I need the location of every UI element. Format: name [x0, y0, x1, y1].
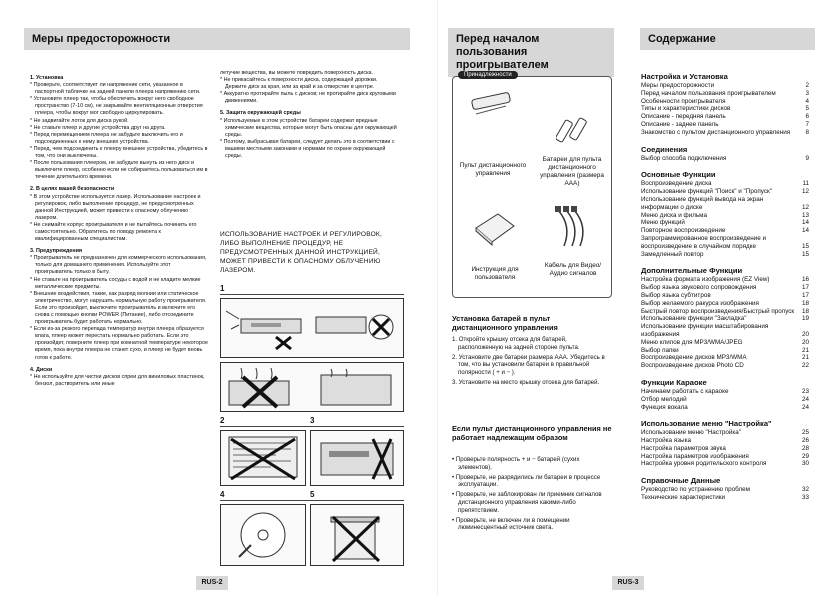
figure-3-illustration [310, 430, 404, 486]
figure-2-3-illustration [220, 362, 404, 412]
middle-page-title: Перед началом пользования проигрывателем [448, 28, 614, 77]
remote-icon [466, 92, 516, 132]
figure-1-illustration [220, 298, 404, 358]
toc-entry-page: 8 [805, 128, 809, 136]
accessories-label: Принадлежности [458, 71, 518, 79]
toc-entry-page: 14 [801, 219, 809, 227]
batteries-caption: Батареи для пульта дистанционного управления (размера AAA) [540, 156, 604, 187]
table-of-contents [641, 64, 809, 502]
toc-entry-title: Перед началом пользования проигрывателем [641, 89, 776, 97]
battery-step: 3. Установите на место крышку отсека для батарей. [452, 378, 600, 386]
toc-entry-title: Начинаем работать с караоке [641, 387, 729, 395]
toc-entry[interactable] [641, 180, 809, 188]
toc-entry[interactable] [641, 235, 809, 251]
av-cable-caption: Кабель для Видео/Аудио сигналов [544, 262, 602, 277]
trouble-item: • Проверьте, не разрядились ли батареи в процессе эксплуатации. [452, 473, 601, 489]
toc-entry[interactable] [641, 188, 809, 196]
toc-entry-page: 26 [801, 437, 809, 445]
paragraph: * Перед, чем подсоединить к плееру внешние устройства, убедитесь в том, что они выключены. [30, 145, 208, 160]
paragraph: * Используемые в этом устройстве батареи содержат вредные химические вещества, которые могут быть опасны для окружающей среды. [220, 117, 397, 138]
toc-entry-title: Выбор языка субтитров [641, 291, 711, 299]
paragraph: * Внешние воздействия, такие, как разряд молнии или статическое электричество, могут нарушить нормальную работу проигрывателя. Если это произойдет, выключите проигрыватель и включите его снова с помощью кнопки POWER (Питание), либо отсоедините проигрыватель будет работать нормально. [30, 290, 207, 326]
toc-entry-page: 21 [801, 346, 809, 354]
toc-entry-title: Типы и характеристики дисков [641, 105, 731, 113]
toc-entry[interactable] [641, 251, 809, 259]
toc-entry[interactable] [641, 308, 809, 316]
toc-section-title: Соединения [641, 144, 688, 154]
toc-entry[interactable] [641, 98, 809, 106]
battery-install-heading: Установка батарей в пульт дистанционного управления [452, 314, 558, 332]
section-heading: 2. В целях вашей безопасности [30, 186, 115, 193]
toc-entry-title: Знакомство с пультом дистанционного управления [641, 128, 791, 136]
figure-label-2: 2 [220, 416, 225, 425]
paragraph: * Проигрыватель не предназначен для коммерческого использования, только для домашнего применения. Используйте этот проигрыватель только в быту. [30, 255, 207, 276]
contents-title: Содержание [640, 28, 815, 50]
toc-entry-page: 4 [805, 97, 809, 105]
toc-entry-page: 18 [801, 307, 809, 315]
toc-entry[interactable] [641, 121, 809, 129]
toc-entry-title: Использование меню "Настройка" [641, 429, 741, 437]
toc-entry-page: 28 [801, 444, 809, 452]
laser-warning: ИСПОЛЬЗОВАНИЕ НАСТРОЕК И РЕГУЛИРОВОК, ЛИБО ВЫПОЛНЕНИЕ ПРОЦЕДУР, НЕ ПРЕДУСМОТРЕННЫХ ДАННОЙ ИНСТРУКЦИЕЙ, МОЖЕТ ПРИВЕСТИ К ОПАСНОМУ ОБЛУЧЕНИЮ ЛАЗЕРОМ. [220, 231, 382, 274]
section-heading: 1. Установка [30, 75, 64, 81]
toc-section-title: Дополнительные Функции [641, 266, 743, 276]
toc-entry-title: Выбор способа подключения [641, 154, 727, 162]
toc-entry-page: 24 [801, 395, 809, 403]
toc-entry-title: Выбор папки [641, 346, 679, 354]
toc-entry-title: Руководство по устранению проблем [641, 486, 751, 494]
precautions-column-1 [30, 70, 208, 388]
paragraph: * Не задвигайте лоток для диска рукой. [30, 117, 129, 124]
toc-entry[interactable] [641, 300, 809, 308]
toc-entry-page: 29 [801, 452, 809, 460]
toc-entry-page: 21 [801, 354, 809, 362]
remote-caption: Пульт дистанционного управления [459, 162, 527, 177]
toc-entry-page: 24 [801, 403, 809, 411]
toc-entry[interactable] [641, 90, 809, 98]
toc-entry-page: 20 [801, 338, 809, 346]
trouble-item: • Проверьте полярность + и − батарей (сухих элементов). [452, 456, 580, 471]
manual-caption: Инструкция для пользователя [471, 266, 519, 281]
left-page-number: RUS-2 [196, 576, 228, 590]
toc-entry[interactable] [641, 155, 809, 163]
trouble-item: • Проверьте, не заблокирован ли приемник сигналов дистанционного управления какими-либо препятствием. [452, 491, 602, 514]
toc-entry-page: 12 [801, 203, 809, 211]
toc-entry-page: 6 [805, 113, 809, 121]
toc-entry[interactable] [641, 227, 809, 235]
toc-entry[interactable] [641, 113, 809, 121]
battery-icon [556, 114, 592, 144]
toc-entry-title: Использование функции "Закладка" [641, 315, 747, 323]
figure-label-3: 3 [310, 416, 315, 425]
manual-icon [472, 210, 516, 246]
toc-entry[interactable] [641, 339, 809, 347]
toc-entry-page: 2 [805, 82, 809, 89]
toc-entry-title: Настройка формата изображения (EZ View) [641, 276, 770, 284]
section-heading: 4. Диски [30, 366, 53, 373]
toc-entry[interactable] [641, 494, 809, 502]
toc-entry[interactable] [641, 460, 809, 468]
middle-page-number: RUS-3 [612, 576, 644, 590]
toc-section-title: Настройка и Установка [641, 72, 728, 81]
toc-section-title: Использование меню "Настройка" [641, 419, 772, 429]
precautions-column-2 [220, 70, 400, 160]
toc-entry-title: Технические характеристики [641, 494, 726, 502]
toc-entry[interactable] [641, 404, 809, 412]
toc-entry[interactable] [641, 315, 809, 323]
toc-entry-page: 3 [805, 89, 809, 97]
battery-step: 2. Установите две батареи размера AAA. Убедитесь в том, что вы установили батареи в правильной полярности ( + и − ). [452, 353, 605, 377]
toc-entry-page: 20 [801, 330, 809, 338]
section-heading: 5. Защита окружающей среды [220, 110, 301, 117]
figure-label-4: 4 [220, 490, 225, 499]
toc-section-title: Справочные Данные [641, 476, 721, 486]
toc-entry-title: Меню клипов для MP3/WMA/JPEG [641, 338, 743, 346]
remote-trouble-heading: Если пульт дистанционного управления не работает надлежащим образом [452, 424, 612, 442]
paragraph: * Не снимайте корпус проигрывателя и не пытайтесь починить его самостоятельно. Обратитесь по поводу ремонта к квалифицированным специалистам. [30, 221, 197, 243]
figure-5-illustration [310, 504, 404, 566]
toc-entry-title: Описание - заднее панель [641, 120, 719, 128]
toc-entry[interactable] [641, 292, 809, 300]
toc-entry[interactable] [641, 82, 809, 90]
toc-entry-title: Отбор мелодий [641, 395, 687, 403]
toc-entry-page: 11 [802, 180, 809, 188]
toc-entry-title: Воспроизведение дисков MP3/WMA [641, 354, 747, 362]
toc-entry-title: Меры предосторожности [641, 82, 715, 89]
toc-entry-page: 16 [801, 276, 809, 284]
paragraph: * Не прикасайтесь к поверхности диска, содержащей дорожки. Держите диск за края, или за край и за отверстие в центре. [220, 77, 378, 91]
toc-entry-title: Быстрый повтор воспроизведения/Быстрый пропуск [641, 307, 795, 315]
toc-entry[interactable] [641, 486, 809, 494]
toc-entry-title: Запрограммированное воспроизведение и воспроизведение в случайном порядке [641, 234, 767, 250]
paragraph: * Проверьте, соответствует ли напряжение сети, указанное в паспортной табличке на задней панели плеера напряжению сети. [30, 82, 201, 96]
toc-entry-page: 17 [801, 284, 809, 292]
paragraph: летучие вещества, вы можете повредить поверхность диска. [220, 70, 374, 76]
paragraph: * Не ставьте плеер и другие устройства друг на друга. [30, 124, 166, 131]
toc-entry-page: 30 [801, 460, 809, 468]
toc-entry-page: 22 [801, 362, 809, 370]
section-heading: 3. Предупреждения [30, 248, 83, 255]
toc-entry-page: 19 [801, 315, 809, 323]
toc-entry[interactable] [641, 347, 809, 355]
toc-entry-page: 32 [801, 486, 809, 494]
toc-entry-title: Выбор желаемого ракурса изображения [641, 299, 759, 307]
toc-entry-page: 15 [801, 250, 809, 258]
toc-entry[interactable] [641, 129, 809, 137]
toc-entry-title: Настройка параметров звука [641, 444, 726, 452]
toc-entry[interactable] [641, 396, 809, 404]
toc-entry[interactable] [641, 284, 809, 292]
toc-entry-title: Функция вокала [641, 403, 688, 411]
paragraph: * Не ставьте на проигрыватель сосуды с водой и не кладите мелкие металлические предметы. [30, 276, 201, 290]
toc-entry-page: 33 [801, 494, 809, 502]
battery-step: 1. Откройте крышку отсека для батарей, расположенную на задней стороне пульта. [452, 336, 580, 351]
toc-entry-title: Особенности проигрывателя [641, 97, 726, 105]
toc-entry[interactable] [641, 105, 809, 113]
toc-entry-page: 14 [801, 227, 809, 235]
toc-entry[interactable] [641, 388, 809, 396]
toc-entry-page: 23 [801, 387, 809, 395]
toc-entry-title: Выбор языка звукового сопровождения [641, 284, 757, 292]
paragraph: * Установите плеер так, чтобы обеспечить вокруг него свободное пространство (7-10 см), не закрывайте вентиляционные отверстия плеера, чтобы вокруг мог свободно циркулировать. [30, 96, 203, 117]
toc-entry-page: 13 [801, 211, 809, 219]
toc-entry-title: Настройка параметров изображения [641, 452, 749, 460]
remote-trouble-list [452, 456, 612, 534]
toc-entry[interactable] [641, 323, 809, 339]
paragraph: * Если из-за резкого перепада температур внутри плеера образуется влага, плеер может перестать нормально работать. Если это произойдет, поверните плеер при комнатной температуре некоторое время, пока внутри плеера не станет сухо, и плеер не будет вновь готов к работе. [30, 326, 208, 361]
toc-entry-title: Описание - передняя панель [641, 113, 726, 121]
toc-entry-page: 12 [801, 188, 809, 196]
battery-install-steps [452, 336, 612, 389]
toc-section-title: Функции Караоке [641, 377, 707, 387]
figure-4-illustration [220, 504, 306, 566]
toc-entry-title: Настройка языка [641, 437, 691, 445]
toc-entry-page: 7 [805, 120, 809, 128]
toc-entry-title: Настройка уровня родительского контроля [641, 460, 767, 468]
toc-entry-page: 25 [801, 429, 809, 437]
toc-section-title: Основные Функции [641, 170, 716, 180]
toc-entry[interactable] [641, 429, 809, 437]
toc-entry-title: Использование функций "Поиск" и "Пропуск" [641, 188, 772, 196]
toc-entry-title: Воспроизведение дисков Photo CD [641, 362, 744, 370]
toc-entry-title: Меню диска и фильма [641, 211, 708, 219]
left-page-title: Меры предосторожности [24, 28, 410, 50]
toc-entry[interactable] [641, 354, 809, 362]
toc-entry[interactable] [641, 196, 809, 212]
paragraph: * Аккуратно протирайте пыль с дисков; не протирайте диск круговыми движениями. [220, 91, 396, 105]
toc-entry[interactable] [641, 445, 809, 453]
toc-entry[interactable] [641, 362, 809, 370]
toc-entry-title: Воспроизведение диска [641, 180, 712, 188]
figure-label-5: 5 [310, 490, 315, 499]
toc-entry[interactable] [641, 437, 809, 445]
toc-entry-page: 18 [801, 299, 809, 307]
toc-entry-title: Меню функций [641, 219, 685, 227]
toc-entry-title: Использование функции масштабирования изображения [641, 323, 769, 338]
toc-entry-page: 17 [801, 291, 809, 299]
paragraph: * Поэтому, выбрасывая батареи, следует делать это в соответствии с вашими местными законами и нормами по охране окружающей среды. [220, 138, 395, 160]
toc-entry[interactable] [641, 219, 809, 227]
paragraph: * В этом устройстве используется лазер. Использование настроек и регулировок, либо выполнение процедур, не предусмотренных данной Инструкцией, может привести к опасному облучению лазером. [30, 193, 201, 221]
paragraph: * Не используйте для чистки дисков спреи для виниловых пластинок, бензол, растворитель или иные [30, 373, 205, 387]
toc-entry-page: 5 [805, 105, 809, 113]
toc-entry[interactable] [641, 276, 809, 284]
toc-entry-title: Использование функций вывода на экран информации о диске [641, 195, 764, 211]
toc-entry-page: 15 [801, 242, 809, 250]
trouble-item: • Проверьте, не включен ли в помещении люминесцентный источник света. [452, 516, 570, 532]
figure-2-illustration [220, 430, 306, 486]
toc-entry-title: Замедленный повтор [641, 250, 704, 258]
av-cable-icon [550, 206, 598, 250]
paragraph: * После пользования плеером, не забудьте вынуть из него диск и выключите плеер, особенно если не собираетесь пользоваться им в течение длительного времени. [30, 160, 208, 181]
paragraph: * Перед перемещением плеера не забудьте выключить его и подсоединенных к нему внешних устройства. [30, 131, 183, 145]
figure-label-1: 1 [220, 284, 225, 293]
toc-entry-title: Повторное воспроизведение [641, 227, 726, 235]
toc-entry-page: 9 [805, 154, 809, 162]
